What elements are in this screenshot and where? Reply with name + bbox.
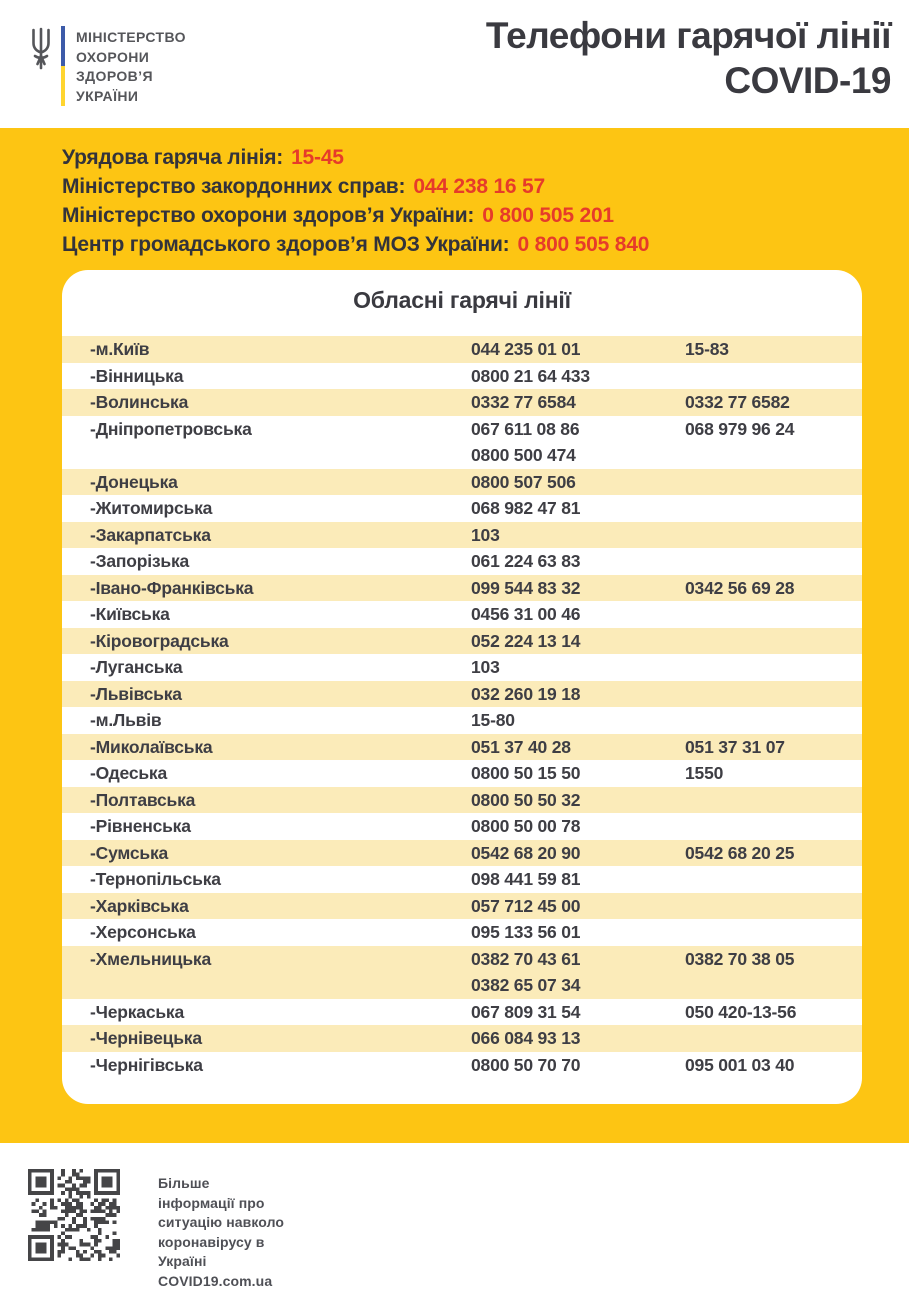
- phone-primary: [471, 840, 685, 867]
- phone-secondary: 095 001 03 40: [685, 1052, 862, 1079]
- page-title-line2: COVID-19: [486, 58, 891, 103]
- phone-secondary: [685, 787, 862, 814]
- flag-yellow-segment: [61, 66, 65, 106]
- phone-secondary: [685, 522, 862, 549]
- hotline-number: 15-45: [291, 146, 344, 169]
- phone-secondary: [685, 628, 862, 655]
- table-row: [62, 522, 862, 549]
- phone-secondary: [685, 469, 862, 496]
- table-row: [62, 734, 862, 761]
- phone-number: 032 260 19 18: [471, 681, 685, 708]
- table-row: [62, 363, 862, 390]
- hotline-line: [62, 201, 889, 230]
- phone-primary: [471, 601, 685, 628]
- table-row: [62, 469, 862, 496]
- phone-number: 0800 50 70 70: [471, 1052, 685, 1079]
- flag-bar: [61, 26, 65, 106]
- phone-number: 0332 77 6584: [471, 389, 685, 416]
- table-row: [62, 866, 862, 893]
- phone-secondary: [685, 654, 862, 681]
- phone-primary: [471, 548, 685, 575]
- phone-number: 0800 507 506: [471, 469, 685, 496]
- phone-secondary: 068 979 96 24: [685, 416, 862, 469]
- table-row: [62, 1052, 862, 1079]
- phone-number: 061 224 63 83: [471, 548, 685, 575]
- card-title: Обласні гарячі лінії: [62, 287, 862, 314]
- phone-primary: [471, 813, 685, 840]
- footer-info-line: Україні: [158, 1252, 284, 1272]
- phone-secondary: 0342 56 69 28: [685, 575, 862, 602]
- hotline-line: [62, 143, 889, 172]
- phone-secondary: 0542 68 20 25: [685, 840, 862, 867]
- phone-primary: [471, 628, 685, 655]
- phone-number: 0800 50 15 50: [471, 760, 685, 787]
- phone-primary: [471, 734, 685, 761]
- phone-number: 103: [471, 522, 685, 549]
- region-name: -Чернігівська: [90, 1052, 471, 1079]
- region-name: -Луганська: [90, 654, 471, 681]
- phone-primary: [471, 1025, 685, 1052]
- region-name: -Полтавська: [90, 787, 471, 814]
- hotline-label: Міністерство закордонних справ:: [62, 175, 405, 198]
- phone-secondary: [685, 681, 862, 708]
- region-name: -Львівська: [90, 681, 471, 708]
- phone-number: 0382 65 07 34: [471, 972, 685, 999]
- table-row: [62, 548, 862, 575]
- national-hotlines: [0, 128, 909, 270]
- region-name: -Харківська: [90, 893, 471, 920]
- table-rows: [62, 336, 862, 1078]
- table-row: [62, 999, 862, 1026]
- table-row: [62, 416, 862, 469]
- phone-primary: [471, 681, 685, 708]
- regional-hotlines-card: [62, 270, 862, 1104]
- phone-primary: [471, 575, 685, 602]
- phone-number: 044 235 01 01: [471, 336, 685, 363]
- ministry-name-line: ЗДОРОВ’Я: [76, 67, 186, 87]
- footer-info-line: інформації про: [158, 1194, 284, 1214]
- region-name: -Дніпропетровська: [90, 416, 471, 469]
- qr-code-icon: [28, 1169, 120, 1261]
- page-title-line1: Телефони гарячої лінії: [486, 13, 891, 58]
- phone-number: 098 441 59 81: [471, 866, 685, 893]
- phone-number: 057 712 45 00: [471, 893, 685, 920]
- region-name: -Херсонська: [90, 919, 471, 946]
- phone-number: 052 224 13 14: [471, 628, 685, 655]
- phone-primary: [471, 707, 685, 734]
- phone-primary: [471, 469, 685, 496]
- region-name: -Чернівецька: [90, 1025, 471, 1052]
- phone-secondary: [685, 866, 862, 893]
- table-row: [62, 654, 862, 681]
- ministry-name-line: МІНІСТЕРСТВО: [76, 28, 186, 48]
- region-name: -Черкаська: [90, 999, 471, 1026]
- region-name: -Житомирська: [90, 495, 471, 522]
- phone-primary: [471, 336, 685, 363]
- region-name: -Івано-Франківська: [90, 575, 471, 602]
- table-row: [62, 389, 862, 416]
- phone-secondary: [685, 1025, 862, 1052]
- hotline-number: 044 238 16 57: [413, 175, 545, 198]
- hotline-line: [62, 230, 889, 259]
- phone-number: 067 809 31 54: [471, 999, 685, 1026]
- hotline-number: 0 800 505 840: [517, 233, 649, 256]
- phone-number: 0456 31 00 46: [471, 601, 685, 628]
- phone-primary: [471, 919, 685, 946]
- phone-primary: [471, 416, 685, 469]
- region-name: -Хмельницька: [90, 946, 471, 999]
- ministry-name: [76, 28, 186, 106]
- phone-number: 095 133 56 01: [471, 919, 685, 946]
- moz-logo: [30, 26, 186, 128]
- phone-number: 051 37 40 28: [471, 734, 685, 761]
- hotline-line: [62, 172, 889, 201]
- phone-primary: [471, 787, 685, 814]
- phone-secondary: 1550: [685, 760, 862, 787]
- region-name: -Кіровоградська: [90, 628, 471, 655]
- table-row: [62, 681, 862, 708]
- phone-primary: [471, 760, 685, 787]
- phone-primary: [471, 654, 685, 681]
- ministry-name-line: УКРАЇНИ: [76, 87, 186, 107]
- phone-primary: [471, 522, 685, 549]
- phone-number: 0382 70 43 61: [471, 946, 685, 973]
- region-name: -Запорізька: [90, 548, 471, 575]
- phone-secondary: [685, 813, 862, 840]
- table-row: [62, 707, 862, 734]
- phone-secondary: [685, 495, 862, 522]
- trident-icon: [30, 28, 52, 70]
- hotline-label: Центр громадського здоров’я МОЗ України:: [62, 233, 509, 256]
- hotline-label: Урядова гаряча лінія:: [62, 146, 283, 169]
- phone-primary: [471, 866, 685, 893]
- phone-secondary: [685, 707, 862, 734]
- region-name: -Сумська: [90, 840, 471, 867]
- phone-primary: [471, 893, 685, 920]
- phone-number: 099 544 83 32: [471, 575, 685, 602]
- region-name: -Вінницька: [90, 363, 471, 390]
- footer-info-line: Більше: [158, 1174, 284, 1194]
- ministry-name-line: ОХОРОНИ: [76, 48, 186, 68]
- phone-number: 0542 68 20 90: [471, 840, 685, 867]
- page-title: [486, 13, 891, 128]
- phone-secondary: [685, 919, 862, 946]
- table-row: [62, 946, 862, 999]
- table-row: [62, 336, 862, 363]
- table-row: [62, 601, 862, 628]
- table-row: [62, 813, 862, 840]
- region-name: -Донецька: [90, 469, 471, 496]
- region-name: -Одеська: [90, 760, 471, 787]
- footer-info-line: коронавірусу в: [158, 1233, 284, 1253]
- phone-secondary: [685, 893, 862, 920]
- phone-secondary: 051 37 31 07: [685, 734, 862, 761]
- region-name: -Тернопільська: [90, 866, 471, 893]
- table-row: [62, 575, 862, 602]
- table-row: [62, 919, 862, 946]
- gold-body: [0, 128, 909, 1143]
- phone-secondary: 0332 77 6582: [685, 389, 862, 416]
- phone-number: 0800 50 00 78: [471, 813, 685, 840]
- phone-primary: [471, 946, 685, 999]
- region-name: -Закарпатська: [90, 522, 471, 549]
- table-row: [62, 760, 862, 787]
- hotline-number: 0 800 505 201: [482, 204, 614, 227]
- phone-primary: [471, 363, 685, 390]
- header: [0, 0, 909, 128]
- phone-primary: [471, 999, 685, 1026]
- phone-secondary: [685, 601, 862, 628]
- phone-number: 103: [471, 654, 685, 681]
- phone-number: 0800 50 50 32: [471, 787, 685, 814]
- table-row: [62, 1025, 862, 1052]
- phone-primary: [471, 1052, 685, 1079]
- region-name: -Волинська: [90, 389, 471, 416]
- footer-info-line: COVID19.com.ua: [158, 1272, 284, 1291]
- phone-number: 067 611 08 86: [471, 416, 685, 443]
- table-row: [62, 893, 862, 920]
- footer-info: [158, 1174, 284, 1280]
- phone-primary: [471, 495, 685, 522]
- table-row: [62, 628, 862, 655]
- region-name: -Миколаївська: [90, 734, 471, 761]
- flag-blue-segment: [61, 26, 65, 66]
- region-name: -м.Київ: [90, 336, 471, 363]
- phone-secondary: 0382 70 38 05: [685, 946, 862, 999]
- phone-number: 0800 500 474: [471, 442, 685, 469]
- region-name: -Київська: [90, 601, 471, 628]
- region-name: -м.Львів: [90, 707, 471, 734]
- phone-number: 15-80: [471, 707, 685, 734]
- phone-number: 068 982 47 81: [471, 495, 685, 522]
- phone-secondary: [685, 363, 862, 390]
- region-name: -Рівненська: [90, 813, 471, 840]
- footer: [0, 1143, 909, 1280]
- table-row: [62, 787, 862, 814]
- phone-secondary: 050 420-13-56: [685, 999, 862, 1026]
- hotline-label: Міністерство охорони здоров’я України:: [62, 204, 474, 227]
- phone-secondary: [685, 548, 862, 575]
- phone-primary: [471, 389, 685, 416]
- phone-secondary: 15-83: [685, 336, 862, 363]
- footer-info-line: ситуацію навколо: [158, 1213, 284, 1233]
- phone-number: 0800 21 64 433: [471, 363, 685, 390]
- table-row: [62, 840, 862, 867]
- phone-number: 066 084 93 13: [471, 1025, 685, 1052]
- table-row: [62, 495, 862, 522]
